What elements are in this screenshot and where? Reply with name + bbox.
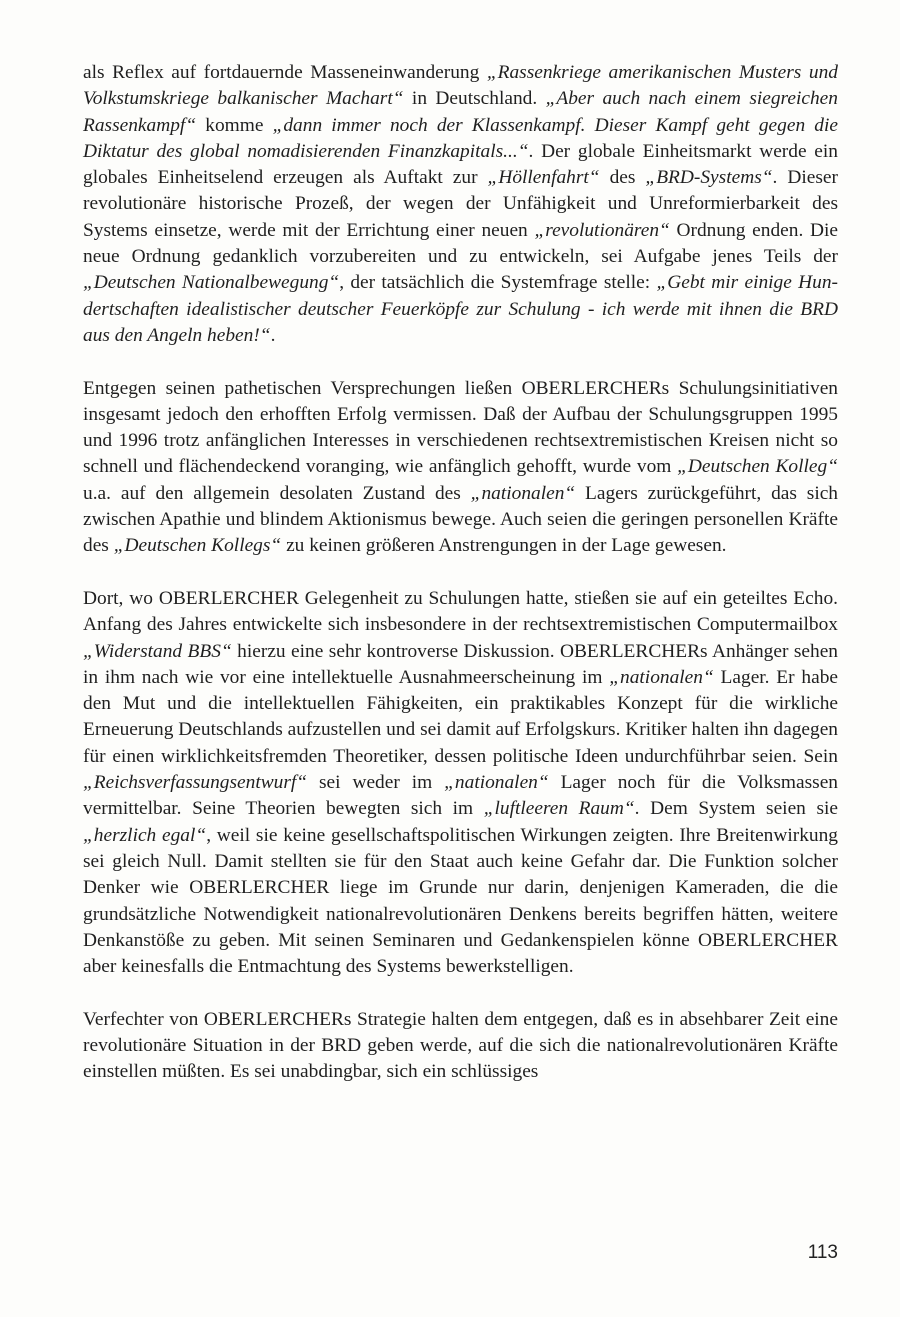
text-run: , weil sie keine gesellschaftspolitischen Wirkungen zeigten. Ihre Breitenwirkung sei gleich Null. Damit stellten sie für den Staat auch keine Gefahr dar. Die Funktion solcher Denker wie OBERLERCHER liege im Grunde nur darin, denjenigen Kameraden, die die grundsätzliche Notwendigkeit nationalrevolutionären Denkens bereits begriffen hätten, weitere Denkanstöße zu geben. Mit seinen Seminaren und Gedankenspielen könne OBERLERCHER aber keinesfalls die Entmachtung des Systems bewerkstelligen.: [83, 824, 838, 978]
text-run: .: [270, 324, 276, 346]
paragraph: [83, 60, 838, 349]
quoted-italic-text: „Deutschen Nationalbewegung“: [83, 272, 340, 294]
quoted-italic-text: „Höllenfahrt“: [487, 167, 600, 189]
text-run: des: [599, 167, 646, 189]
quoted-italic-text: „nationalen“: [444, 772, 549, 794]
quoted-italic-text: „Widerstand BBS“: [83, 640, 232, 662]
text-run: zu keinen größeren Anstrengungen in der Lage gewesen.: [281, 535, 727, 557]
page-number: 113: [807, 1242, 838, 1263]
text-run: Verfechter von OBERLERCHERs Strategie halten dem entgegen, daß es in absehbarer Zeit eine revolutionäre Situation in der BRD geben werde, auf die sich die nationalrevolutionären Kräfte einstellen müßten. Es sei unabdingbar, sich ein schlüssiges: [83, 1008, 838, 1083]
quoted-italic-text: „Aber auch nach einem siegreichen Rassenkampf“: [83, 88, 838, 136]
quoted-italic-text: „herzlich egal“: [83, 824, 207, 846]
body-text: [83, 60, 838, 1086]
quoted-italic-text: „Reichsverfassungsentwurf“: [83, 772, 308, 794]
text-run: . Dem System seien sie: [634, 798, 838, 820]
text-run: , der tatsächlich die Systemfrage stelle:: [339, 272, 657, 294]
text-run: . Dieser revolutionäre historische Prozeß, der wegen der Unfähigkeit und Unreformierbarkeit des Systems einsetze, werde mit der Errichtung einer neuen: [83, 167, 838, 241]
text-run: Lager. Er habe den Mut und die intellektuellen Fähigkeiten, ein praktikables Konzept für die wirkliche Erneuerung Deutschlands aufzustellen und sei damit auf Erfolgskurs. Kritiker halten ihn dagegen für einen wirklichkeitsfremden Theoretiker, dessen politische Ideen undurchführbar seien. Sein: [83, 666, 838, 767]
text-run: als Reflex auf fortdauernde Masseneinwanderung: [83, 62, 487, 83]
quoted-italic-text: „Rassenkriege amerikanischen Musters und Volkstumskriege balkanischer Machart“: [83, 62, 838, 110]
quoted-italic-text: „BRD-Systems“: [645, 167, 773, 189]
paragraph: [83, 1007, 838, 1086]
text-run: Entgegen seinen pathetischen Versprechungen ließen OBERLERCHERs Schulungsinitiativen insgesamt jedoch den erhofften Erfolg vermissen. Daß der Aufbau der Schulungsgruppen 1995 und 1996 trotz anfänglichen Interesses in verschiedenen rechtsextremistischen Kreisen nicht so schnell und flächendeckend voranging, wie anfänglich gehofft, wurde vom: [83, 377, 838, 478]
quoted-italic-text: „dann immer noch der Klassenkampf. Dieser Kampf geht gegen die Diktatur des global nomadisierenden Finanzkapitals...“: [83, 114, 838, 162]
text-run: sei weder im: [307, 772, 445, 794]
quoted-italic-text: „Deutschen Kolleg“: [677, 456, 838, 478]
quoted-italic-text: „nationalen“: [609, 666, 714, 688]
text-run: Lagers zurückgeführt, das sich zwischen Apathie und blindem Aktionismus bewege. Auch seien die geringen personellen Kräfte des: [83, 482, 839, 557]
text-run: komme: [196, 114, 273, 136]
text-run: . Der globale Einheitsmarkt werde ein globales Einheitselend erzeugen als Auftakt zur: [83, 140, 838, 189]
text-run: Ordnung enden. Die neue Ordnung gedanklich vorzubereiten und zu entwickeln, sei Aufgabe jenes Teils der: [83, 219, 838, 268]
text-run: Lager noch für die Volksmassen vermittelbar. Seine Theorien bewegten sich im: [83, 772, 839, 820]
paragraph: [83, 586, 838, 980]
text-run: Dort, wo OBERLERCHER Gelegenheit zu Schulungen hatte, stießen sie auf ein geteiltes Echo. Anfang des Jahres entwickelte sich insbesondere in der rechtsextremistischen Computermailbox: [83, 587, 838, 636]
quoted-italic-text: „revolutionären“: [534, 219, 670, 241]
text-run: hierzu eine sehr kontroverse Diskussion. OBERLERCHERs Anhänger sehen in ihm nach wie vor eine intellektuelle Ausnahmeerscheinung im: [83, 640, 839, 688]
quoted-italic-text: „nationalen“: [470, 482, 576, 504]
text-run: in Deutschland.: [403, 88, 546, 110]
text-run: u.a. auf den allgemein desolaten Zustand des: [83, 482, 471, 504]
quoted-italic-text: „Gebt mir einige Hundertschaften idealistischer deutscher Feuerköpfe zur Schulung - ich werde mit ihnen die BRD aus den Angeln heben!“: [83, 272, 839, 346]
paragraph: [83, 376, 838, 560]
quoted-italic-text: „Deutschen Kollegs“: [113, 535, 282, 557]
quoted-italic-text: „luftleeren Raum“: [483, 798, 635, 820]
